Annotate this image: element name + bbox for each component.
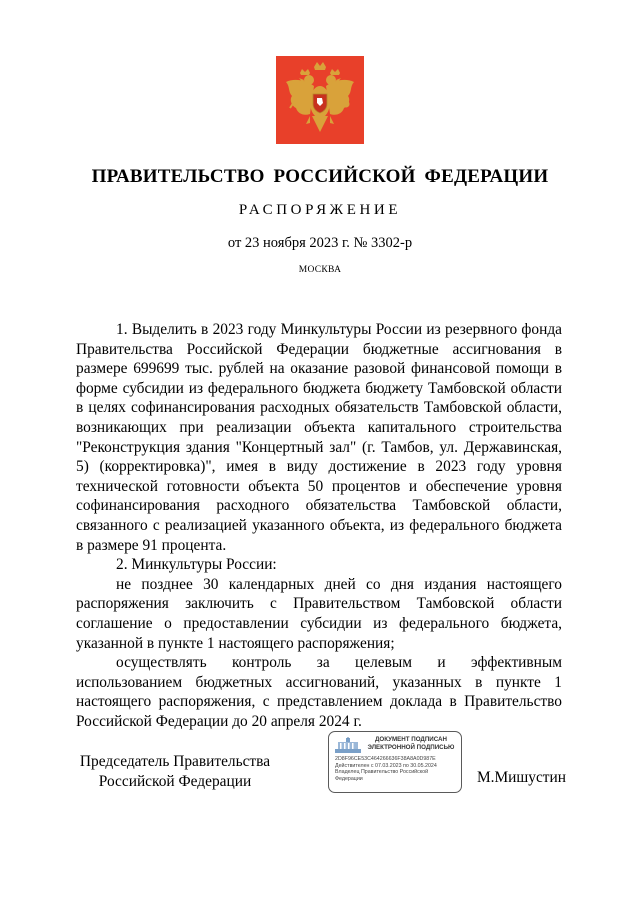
paragraph-4: осуществлять контроль за целевым и эффективным использованием бюджетных ассигнований, указанных в пункте 1 настоящего распоряжения, с представлением доклада в Правительство Российской Федерации до 20 апреля 2024 г. bbox=[76, 654, 562, 730]
document-type: РАСПОРЯЖЕНИЕ bbox=[238, 202, 402, 218]
stamp-validity: Действителен с 07.03.2023 по 30.05.2024 bbox=[335, 762, 437, 769]
electronic-signature-stamp bbox=[328, 731, 462, 793]
stamp-owner-line2: Федерации bbox=[335, 775, 363, 782]
signer-position bbox=[70, 752, 280, 792]
government-building-icon bbox=[335, 737, 361, 753]
paragraph-3: не позднее 30 календарных дней со дня издания настоящего распоряжения заключить с Правительством Тамбовской области соглашение о предоставлении субсидии из федерального бюджета, указанной в пункте 1 настоящего распоряжения; bbox=[76, 575, 562, 652]
paragraph-1: 1. Выделить в 2023 году Минкультуры России из резервного фонда Правительства Российской Федерации бюджетные ассигнования в размере 699699 тыс. рублей на оказание разовой финансовой помощи в форме субсидии из федерального бюджета бюджету Тамбовской области в целях софинансирования расходных обязательств Тамбовской области, возникающих при реализации объекта капитального строительства "Реконструкция здания "Концертный зал" (г. Тамбов, ул. Державинская, 5) (корректировка)", имея в виду достижение в 2023 году уровня технической готовности объекта 50 процентов и обеспечение уровня софинансирования расходного обязательства Тамбовской области, связанного с реализацией указанного объекта, из федерального бюджета в размере 91 процента. bbox=[76, 321, 562, 554]
organization-title: ПРАВИТЕЛЬСТВО РОССИЙСКОЙ ФЕДЕРАЦИИ bbox=[91, 166, 549, 187]
signer-position-line2: Российской Федерации bbox=[98, 773, 252, 790]
stamp-certificate: 2D8F96CE53C464266636F38A8A0D987E bbox=[335, 756, 436, 762]
paragraph-2: 2. Минкультуры России: bbox=[116, 556, 277, 574]
stamp-details bbox=[335, 756, 459, 782]
document-city: МОСКВА bbox=[298, 265, 342, 275]
stamp-title-line2: ЭЛЕКТРОННОЙ ПОДПИСЬЮ bbox=[367, 743, 455, 751]
signer-name: М.Мишустин bbox=[476, 769, 566, 786]
signer-position-line1: Председатель Правительства bbox=[79, 753, 271, 770]
document-date-number: от 23 ноября 2023 г. № 3302-р bbox=[227, 235, 413, 251]
stamp-title-line1: ДОКУМЕНТ ПОДПИСАН bbox=[375, 736, 447, 743]
document-body bbox=[76, 320, 562, 731]
stamp-title bbox=[363, 736, 459, 751]
russian-coat-of-arms-icon bbox=[276, 56, 364, 144]
stamp-owner-line1: Владелец Правительство Российской bbox=[335, 769, 429, 776]
